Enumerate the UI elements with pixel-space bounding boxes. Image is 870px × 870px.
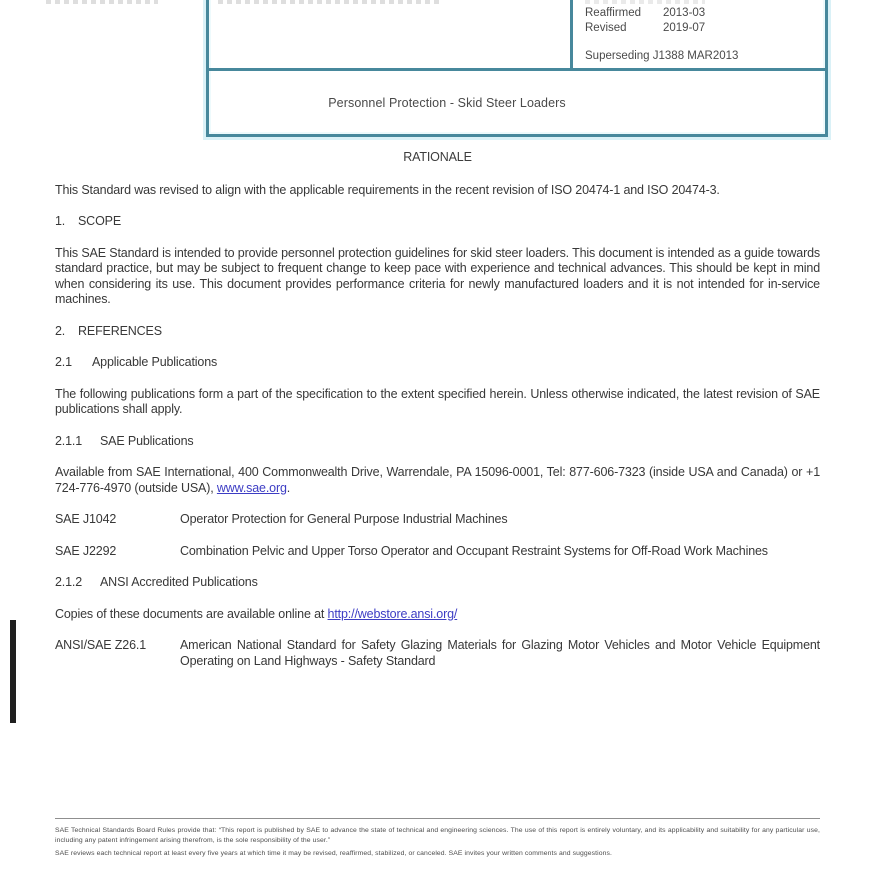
revision-date: 2013-03 bbox=[663, 7, 706, 19]
section-title: REFERENCES bbox=[78, 323, 162, 338]
applicable-publications-heading bbox=[55, 355, 820, 371]
standard-header-table bbox=[206, 0, 828, 137]
cutoff-text-remnant bbox=[46, 0, 158, 4]
ansi-publications-heading bbox=[55, 575, 820, 591]
revision-change-bar bbox=[10, 620, 16, 723]
publication-title: American National Standard for Safety Glazing Materials for Glazing Motor Vehicles and Motor Vehicle Equipment Operating on Land Highways - Safety Standard bbox=[180, 638, 820, 668]
sae-publications-heading bbox=[55, 434, 820, 450]
scope-paragraph: This SAE Standard is intended to provide personnel protection guidelines for skid steer loaders. This document is intended as a guide towards standard practice, but may be subject to frequent change to keep pace with experience and technical advances. This should be kept in mind when considering its use. This document provides performance criteria for newly manufactured loaders and it is not intended for in-service machines. bbox=[55, 245, 820, 306]
publication-row bbox=[55, 512, 820, 528]
section-number: 2. bbox=[55, 323, 66, 338]
availability-text: Available from SAE International, 400 Commonwealth Drive, Warrendale, PA 15096-0001, Tel: 877-606-7323 (inside USA and Canada) or +1 724-776-4970 (outside USA), bbox=[55, 465, 820, 495]
revision-history-cell bbox=[570, 0, 825, 68]
footer-boilerplate bbox=[55, 818, 820, 863]
ansi-copies-paragraph bbox=[55, 607, 820, 623]
references-heading bbox=[55, 324, 820, 340]
section-number: 2.1.1 bbox=[55, 433, 83, 448]
section-number: 2.1.2 bbox=[55, 575, 83, 589]
sae-org-link[interactable]: www.sae.org bbox=[216, 480, 287, 495]
revision-date: 2019-07 bbox=[663, 22, 706, 34]
revision-row bbox=[585, 21, 825, 36]
revision-label: Revised bbox=[585, 22, 627, 34]
section-number: 1. bbox=[55, 214, 66, 228]
ansi-webstore-link[interactable]: http://webstore.ansi.org/ bbox=[327, 606, 458, 621]
revision-row bbox=[585, 6, 825, 21]
footer-paragraph-2: SAE reviews each technical report at least every five years at which time it may be revised, reaffirmed, stabilized, or canceled. SAE invites your written comments and suggestions. bbox=[55, 850, 612, 858]
publication-title: Combination Pelvic and Upper Torso Operator and Occupant Restraint Systems for Off-Road Work Machines bbox=[180, 543, 768, 558]
section-title: SCOPE bbox=[78, 214, 122, 228]
section-title: SAE Publications bbox=[100, 433, 194, 448]
header-left-cell bbox=[209, 0, 570, 68]
document-body bbox=[55, 150, 820, 685]
publication-code: SAE J2292 bbox=[55, 543, 117, 558]
scope-heading bbox=[55, 214, 820, 230]
document-title: Personnel Protection - Skid Steer Loaders bbox=[209, 68, 825, 134]
sae-availability-paragraph bbox=[55, 465, 820, 496]
publication-row bbox=[55, 544, 820, 560]
revision-label: Reaffirmed bbox=[585, 7, 642, 19]
section-title: Applicable Publications bbox=[92, 355, 218, 369]
availability-text-suffix: . bbox=[286, 480, 291, 495]
rationale-paragraph: This Standard was revised to align with the applicable requirements in the recent revision of ISO 20474-1 and ISO 20474-3. bbox=[55, 182, 720, 197]
publication-title: Operator Protection for General Purpose Industrial Machines bbox=[180, 512, 508, 526]
copies-text: Copies of these documents are available online at bbox=[55, 606, 328, 621]
applicable-publications-paragraph: The following publications form a part of the specification to the extent specified herein. Unless otherwise indicated, the latest revision of SAE publications shall apply. bbox=[55, 386, 820, 416]
footer-paragraph-1: SAE Technical Standards Board Rules provide that: “This report is published by SAE to advance the state of technical and engineering sciences. The use of this report is entirely voluntary, and its applicability and suitability for any particular use, including any patent infringement arising therefrom, is the sole responsibility of the user.” bbox=[55, 827, 820, 844]
section-number: 2.1 bbox=[55, 355, 72, 369]
publication-row bbox=[55, 638, 820, 669]
header-top-row bbox=[209, 0, 825, 68]
section-title: ANSI Accredited Publications bbox=[100, 575, 258, 589]
superseding-note: Superseding J1388 MAR2013 bbox=[585, 50, 739, 62]
publication-code: ANSI/SAE Z26.1 bbox=[55, 638, 146, 652]
rationale-heading: RATIONALE bbox=[403, 150, 472, 164]
publication-code: SAE J1042 bbox=[55, 512, 117, 526]
